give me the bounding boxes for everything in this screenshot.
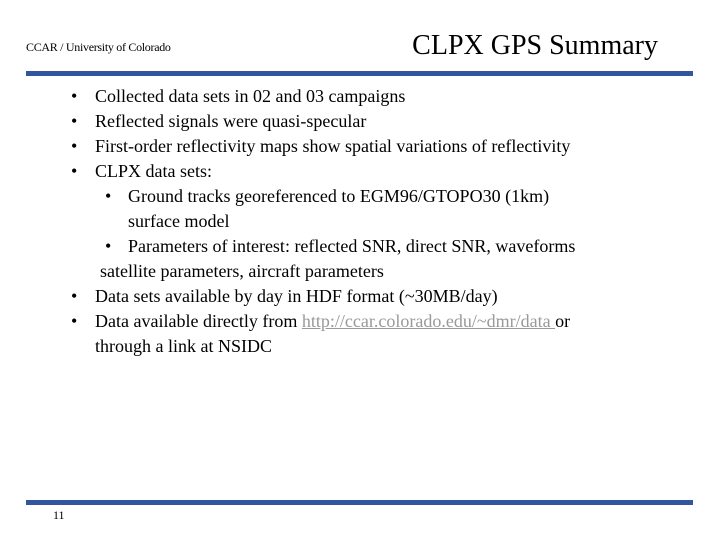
bullet-text: Data sets available by day in HDF format (~30MB/day) [95, 286, 498, 306]
page-number: 11 [53, 508, 65, 522]
bullet-text: Collected data sets in 02 and 03 campaigns [95, 86, 406, 106]
list-item [0, 84, 720, 109]
sub-list-item [0, 234, 720, 259]
bullet-marker: • [71, 111, 78, 131]
data-prefix: Data available directly from [95, 311, 302, 331]
sub-list-item-continuation [0, 259, 720, 284]
bullet-marker: • [71, 286, 78, 306]
list-item [0, 284, 720, 309]
bullet-marker: • [71, 311, 78, 331]
data-link[interactable]: http://ccar.colorado.edu/~dmr/data [301, 311, 556, 331]
sub-bullet-text: Parameters of interest: reflected SNR, direct SNR, waveforms [128, 236, 576, 256]
sub-bullet-text: Ground tracks georeferenced to EGM96/GTOPO30 (1km) [128, 186, 550, 206]
list-item-continuation [0, 334, 720, 359]
bullet-text: First-order reflectivity maps show spatial variations of reflectivity [95, 136, 571, 156]
bullet-text: through a link at NSIDC [95, 336, 272, 356]
bullet-text [95, 309, 570, 334]
bullet-text: CLPX data sets: [95, 161, 212, 181]
page-title: CLPX GPS Summary [412, 30, 658, 61]
header-rule [26, 71, 693, 76]
sub-bullet-text: satellite parameters, aircraft parameters [100, 261, 384, 281]
bullet-marker: • [71, 136, 78, 156]
sub-list-item-continuation [0, 209, 720, 234]
footer-rule [26, 500, 693, 505]
sub-bullet-marker: • [105, 236, 112, 256]
list-item [0, 309, 720, 334]
list-item [0, 134, 720, 159]
sub-bullet-marker: • [105, 186, 112, 206]
data-suffix: or [555, 311, 571, 331]
slide-content [0, 84, 720, 359]
org-label: CCAR / University of Colorado [26, 40, 171, 54]
sub-bullet-text: surface model [128, 211, 230, 231]
sub-list-item [0, 184, 720, 209]
list-item [0, 109, 720, 134]
list-item [0, 159, 720, 184]
bullet-text: Reflected signals were quasi-specular [95, 111, 367, 131]
bullet-marker: • [71, 161, 78, 181]
bullet-marker: • [71, 86, 78, 106]
